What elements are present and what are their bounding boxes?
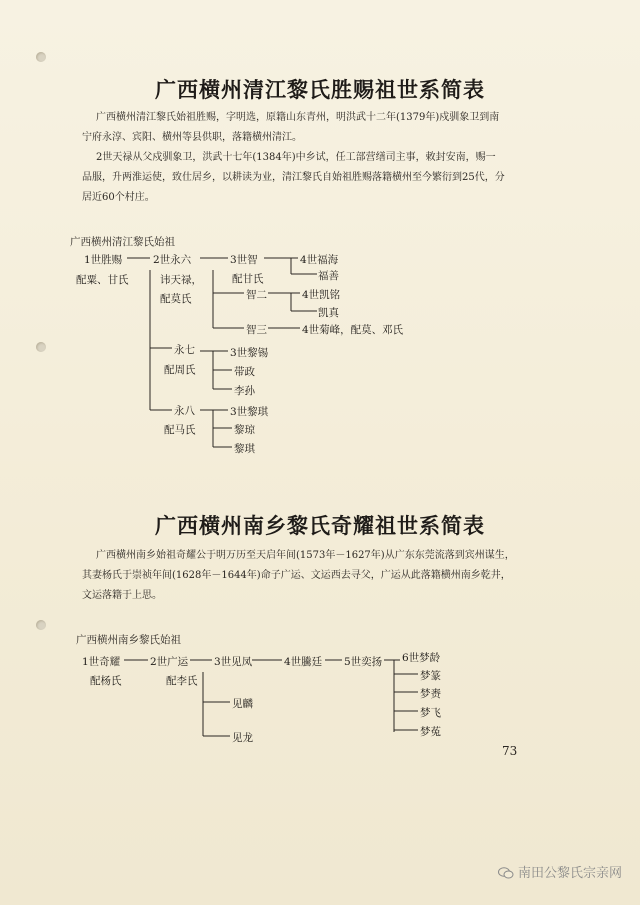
tree-node-spouse: 配李氏 <box>166 675 198 687</box>
paragraph-line: 2世天禄从父戍驯象卫，洪武十七年(1384年)中乡试，任工部营缮司主事，敕封安南，赐一 <box>96 152 496 163</box>
tree-node-g3: 3世见凤 <box>214 656 253 668</box>
watermark <box>498 862 622 881</box>
section2-tree-heading: 广西横州南乡黎氏始祖 <box>76 634 181 646</box>
tree-node-g3: 黎琪 <box>234 443 255 455</box>
tree-node-g6: 梦飞 <box>420 707 441 719</box>
paragraph-line: 其妻杨氏于崇祯年间(1628年－1644年)命子广运、文运西去寻父，广运从此落籍横州南乡乾井， <box>82 570 511 581</box>
tree-node-spouse: 配粟、甘氏 <box>76 274 129 286</box>
paragraph-line: 广西横州南乡始祖奇耀公于明万历至天启年间(1573年－1627年)从广东东莞流落到宾州谋生， <box>96 550 515 561</box>
watermark-text: 南田公黎氏宗亲网 <box>517 866 622 881</box>
tree-node-g2: 永七 <box>174 344 195 356</box>
tree-node-g4: 4世凯铭 <box>302 289 341 301</box>
section1-title: 广西横州清江黎氏胜赐祖世系简表 <box>155 77 485 102</box>
tree-node-g4: 凯真 <box>318 307 339 319</box>
tree-node-g6: 梦篆 <box>420 670 441 682</box>
tree-node-g3: 黎琼 <box>234 424 255 436</box>
paragraph-line: 居近60个村庄。 <box>82 192 155 203</box>
tree-node-g6: 梦菟 <box>420 726 441 738</box>
tree-node-g3: 带政 <box>234 366 255 378</box>
paragraph-line: 文运落籍于上思。 <box>82 590 162 601</box>
tree-node-g3: 智二 <box>246 289 267 301</box>
tree-node-spouse: 配杨氏 <box>90 675 122 687</box>
tree-node-g3: 3世智 <box>230 254 258 266</box>
tree-node-g3: 3世黎琪 <box>230 406 269 418</box>
tree-node-g6: 6世梦龄 <box>402 652 441 664</box>
tree-node-g3: 见麟 <box>232 698 253 710</box>
section2-title: 广西横州南乡黎氏奇耀祖世系简表 <box>155 513 485 538</box>
tree-node-g3: 李孙 <box>234 385 255 397</box>
tree-node-g6: 梦赉 <box>420 688 441 700</box>
paragraph-line: 品服，升两淮运使，致仕居乡，以耕读为业，清江黎氏自始祖胜赐落籍横州至今繁衍到25代，分 <box>82 172 505 183</box>
tree-node-g4: 福善 <box>318 270 339 282</box>
tree-node-g3: 智三 <box>246 324 267 336</box>
wechat-icon <box>498 867 514 879</box>
tree-node-spouse: 配周氏 <box>164 364 196 376</box>
section2-paragraph <box>82 546 515 606</box>
tree-node-g1: 1世胜赐 <box>84 254 123 266</box>
tree-node-spouse: 配莫氏 <box>160 293 192 305</box>
tree-node-g4: 4世福海 <box>300 254 339 266</box>
paragraph-line: 广西横州清江黎氏始祖胜赐，字明选，原籍山东青州，明洪武十二年(1379年)戍驯象卫到南 <box>96 112 500 123</box>
tree-node-g2: 2世永六 <box>153 254 192 266</box>
tree-node-g4: 4世菊峰，配莫、邓氏 <box>302 324 404 336</box>
tree-node-alias: 讳天禄， <box>160 274 202 286</box>
section1-tree-heading: 广西横州清江黎氏始祖 <box>70 236 175 248</box>
tree-node-g2: 永八 <box>174 405 195 417</box>
tree-node-g3: 见龙 <box>232 732 253 744</box>
tree-node-g2: 2世广运 <box>150 656 189 668</box>
tree-node-g5: 5世奕扬 <box>344 656 383 668</box>
tree-node-spouse: 配甘氏 <box>232 273 264 285</box>
paragraph-line: 宁府永淳、宾阳、横州等县供职，落籍横州清江。 <box>82 132 302 143</box>
tree-node-g3: 3世黎锡 <box>230 347 269 359</box>
tree-node-g1: 1世奇耀 <box>82 656 121 668</box>
tree-node-g4: 4世騰廷 <box>284 656 323 668</box>
page-number: 73 <box>502 744 518 758</box>
tree-node-spouse: 配马氏 <box>164 424 196 436</box>
